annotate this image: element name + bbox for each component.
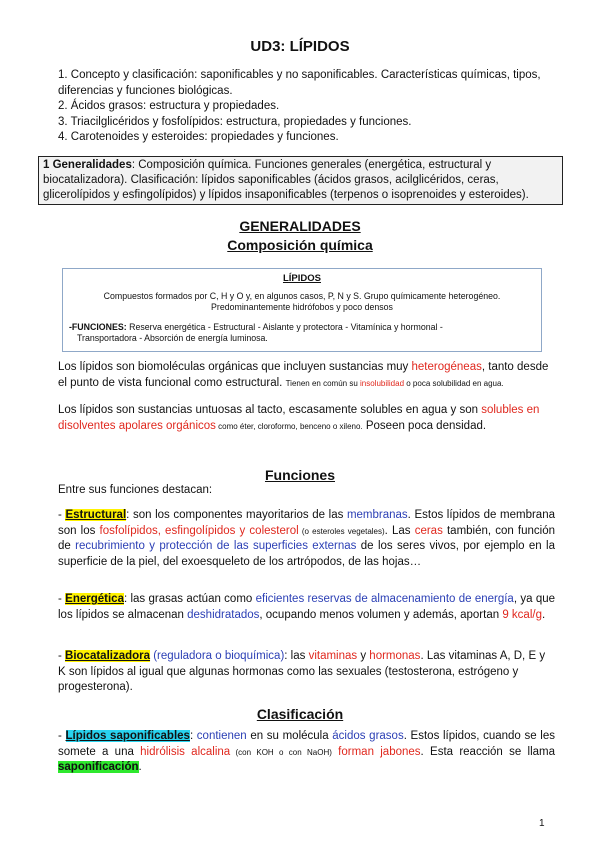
term-highlight: saponificación (58, 761, 139, 773)
text: : las grasas actúan como (123, 593, 256, 605)
function-biocatalizadora (58, 649, 555, 696)
lipidos-box-functions (63, 322, 541, 345)
summary-box (38, 156, 563, 205)
text-blue: eficientes reservas de almacenamiento de energía (255, 593, 514, 605)
text-red: hormonas (369, 650, 421, 662)
text: : (189, 730, 197, 742)
small-text: (con KOH o con NaOH) (230, 747, 332, 757)
class-label: Lípidos saponificables (65, 730, 190, 742)
text: de los seres vivos, por ejemplo en la superficie de la piel, del exoesqueleto de los artrópodos, de las hojas… (58, 540, 555, 568)
section-heading-generalidades: GENERALIDADES (239, 218, 361, 234)
text: Entre sus funciones destacan: (58, 484, 213, 496)
bullet-dash: - (58, 650, 66, 662)
text: y (357, 650, 370, 662)
text-blue: (reguladora o bioquímica) (150, 650, 285, 662)
function-label: Estructural (65, 509, 127, 521)
text-blue: deshidratados (187, 608, 260, 621)
bullet-dash: - (58, 509, 66, 521)
section-heading-clasificacion: Clasificación (256, 706, 344, 722)
text-red: forman jabones (331, 745, 421, 758)
function-energetica (58, 592, 555, 623)
toc-item: 4. Carotenoides y esteroides: propiedades y funciones. (58, 131, 339, 143)
text-red: fosfolípidos, esfingolípidos y colesterol (99, 524, 299, 537)
text-highlight: solubles en disolventes apolares orgánicos (58, 404, 540, 432)
text: . (138, 761, 142, 773)
page-title: UD3: LÍPIDOS (250, 38, 350, 55)
text: . Estos lípidos, cuando se les somete a una (58, 730, 555, 758)
text-blue: recubrimiento y protección de las superficies externas (75, 540, 357, 552)
page-number: 1 (539, 818, 545, 829)
text: , tanto desde el punto de vista funcional como estructural. (58, 361, 549, 389)
text: Poseen poca densidad. (362, 419, 487, 432)
function-label: Energética (65, 593, 124, 605)
text: . Estos lípidos de membrana son los (58, 509, 555, 537)
small-text: Tienen en común su (285, 378, 360, 388)
text: : son los componentes mayoritarios de las (126, 509, 347, 521)
composition-paragraph (58, 403, 555, 434)
bullet-dash: - (58, 593, 66, 605)
text: . Esta reacción se llama (420, 745, 555, 758)
small-text: como éter, cloroformo, benceno o xileno. (215, 421, 363, 431)
function-label: Biocatalizadora (65, 650, 151, 662)
text: Los lípidos son sustancias untuosas al tacto, escasamente solubles en agua y son (58, 404, 482, 416)
functions-intro (58, 483, 555, 499)
composition-paragraph (58, 360, 555, 391)
lipidos-summary-box (62, 268, 542, 352)
small-text: (o esteroles vegetales) (298, 526, 385, 536)
small-text-highlight: insolubilidad (360, 378, 405, 388)
lipidos-box-line: Predominantemente hidrófobos y poco densos (211, 302, 393, 312)
saponificables-paragraph (58, 729, 555, 776)
text-blue: ácidos grasos (332, 730, 404, 742)
text-red: vitaminas (308, 650, 358, 662)
text: : las (284, 650, 309, 662)
summary-text: : Composición química. Funciones generales (energética, estructural y biocatalizadora). Clasificación: lípidos saponificables (ácidos grasos, acilglicéridos, ceras, glicerolípidos y esfingolípidos) y lípidos insaponificables (terpenos o isoprenoides y esteroides). (43, 159, 529, 201)
text: en su molécula (246, 730, 333, 742)
text: . Las (384, 524, 415, 537)
text-red: 9 kcal/g (502, 608, 542, 621)
text-highlight: heterogéneas (411, 361, 482, 373)
functions-label: -FUNCIONES: (69, 321, 127, 332)
text: también, con función de (58, 524, 555, 552)
text-blue: contienen (196, 730, 247, 742)
section-heading-funciones: Funciones (264, 467, 335, 483)
functions-text: Transportadora - Absorción de energía luminosa. (77, 333, 268, 343)
summary-label: 1 Generalidades (43, 159, 132, 171)
functions-text: Reserva energética - Estructural - Aislante y protectora - Vitamínica y hormonal - (126, 321, 443, 332)
text-red: ceras (414, 524, 443, 537)
small-text: o poca solubilidad en agua. (404, 378, 504, 388)
table-of-contents (58, 68, 558, 146)
text: , ya que los lípidos se almacenan (58, 593, 556, 621)
lipidos-box-line: Compuestos formados por C, H y O y, en algunos casos, P, N y S. Grupo químicamente heterogéneo. (103, 290, 501, 301)
toc-item: 1. Concepto y clasificación: saponificables y no saponificables. Características químicas, tipos, diferencias y funciones biológicas. (58, 69, 541, 97)
text-red: hidrólisis alcalina (140, 745, 231, 758)
lipidos-box-title: LÍPIDOS (282, 273, 321, 284)
bullet-dash: - (58, 730, 66, 742)
function-estructural (58, 508, 555, 570)
text: , ocupando menos volumen y además, aportan (259, 608, 503, 621)
section-heading-composicion: Composición química (227, 237, 373, 253)
toc-item: 2. Ácidos grasos: estructura y propiedades. (58, 100, 280, 112)
text-blue: membranas (346, 509, 408, 521)
text: . (541, 608, 546, 621)
toc-item: 3. Triacilglicéridos y fosfolípidos: estructura, propiedades y funciones. (58, 115, 412, 128)
text: Los lípidos son biomoléculas orgánicas que incluyen sustancias muy (58, 361, 412, 373)
text: . Las vitaminas A, D, E y K son lípidos al igual que algunas hormonas como las sexuales (testosterona, estrógeno y progesterona). (58, 650, 546, 693)
